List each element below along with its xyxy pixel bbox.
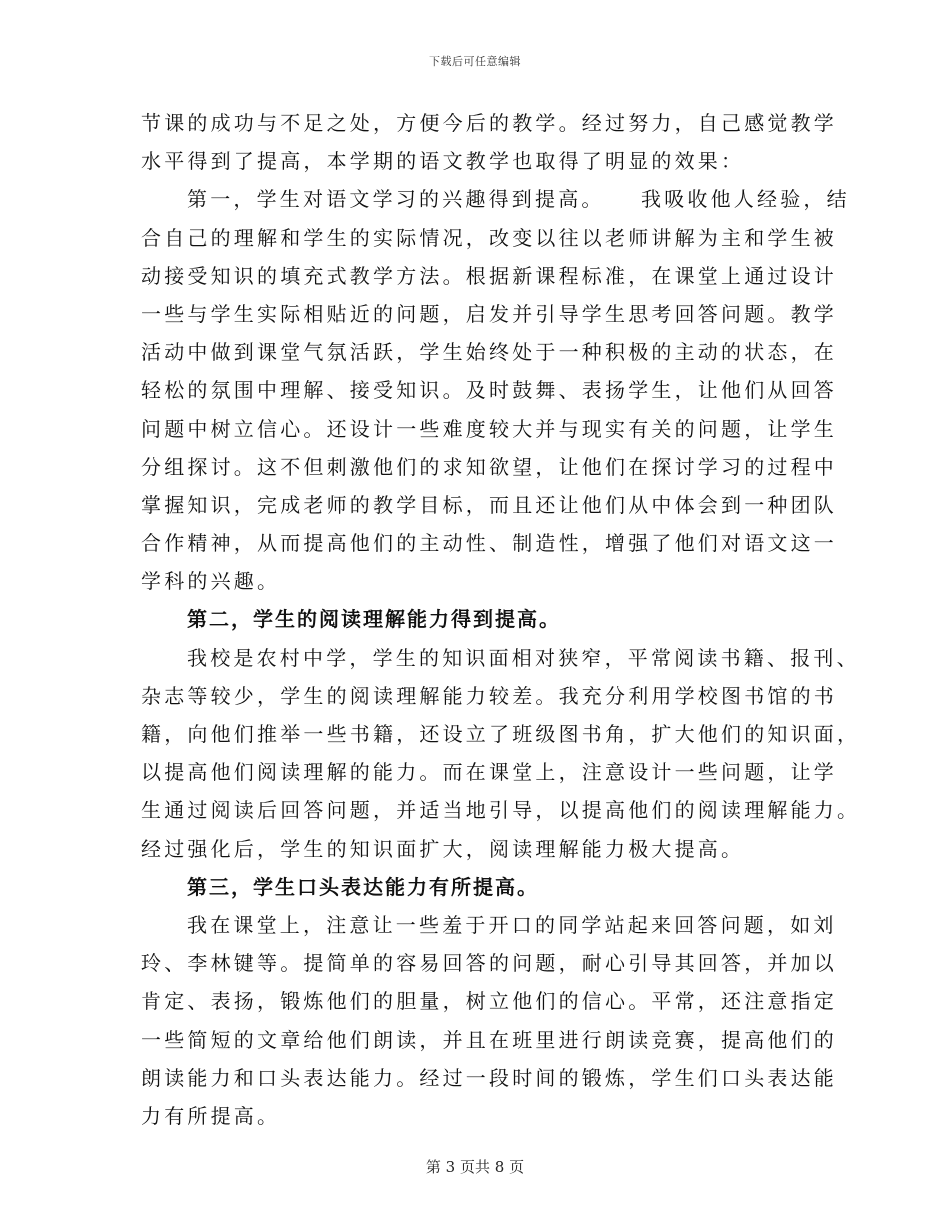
text-line: 朗读能力和口头表达能力。经过一段时间的锻炼，学生们口头表达能 bbox=[141, 1065, 837, 1090]
text-line: 我校是农村中学，学生的知识面相对狭窄，平常阅读书籍、报刊、 bbox=[187, 645, 860, 670]
paragraph-first-point bbox=[141, 180, 850, 600]
text-line: 肯定、表扬，锻炼他们的胆量，树立他们的信心。平常，还注意指定 bbox=[141, 989, 837, 1014]
text-line: 合作精神，从而提高他们的主动性、制造性，增强了他们对语文这一 bbox=[141, 531, 837, 556]
document-body bbox=[141, 104, 861, 1135]
text-line: 力有所提高。 bbox=[141, 1103, 281, 1128]
text-line: 经过强化后，学生的知识面扩大，阅读理解能力极大提高。 bbox=[141, 836, 745, 861]
section-heading-speaking: 第三，学生口头表达能力有所提高。 bbox=[187, 874, 539, 899]
text-line: 掌握知识，完成老师的教学目标，而且还让他们从中体会到一种团队 bbox=[141, 492, 837, 517]
text-line: 生通过阅读后回答问题，并适当地引导，以提高他们的阅读理解能力。 bbox=[141, 798, 861, 823]
text-line: 籍，向他们推举一些书籍，还设立了班级图书角，扩大他们的知识面， bbox=[141, 722, 861, 746]
text-line: 节课的成功与不足之处，方便今后的教学。经过努力，自己感觉教学 bbox=[141, 111, 837, 135]
text-line: 第一，学生对语文学习的兴趣得到提高。 我吸收他人经验，结 bbox=[187, 187, 850, 212]
text-line: 合自己的理解和学生的实际情况，改变以往以老师讲解为主和学生被 bbox=[141, 225, 837, 250]
text-line: 水平得到了提高，本学期的语文教学也取得了明显的效果： bbox=[141, 149, 745, 174]
text-line: 一些与学生实际相贴近的问题，启发并引导学生思考回答问题。教学 bbox=[141, 301, 837, 326]
paragraph-reading bbox=[141, 639, 861, 868]
page-number: 第 3 页共 8 页 bbox=[425, 1158, 525, 1176]
paragraph-continuation bbox=[141, 104, 837, 180]
text-line: 动接受知识的填充式教学方法。根据新课程标准，在课堂上通过设计 bbox=[141, 263, 837, 288]
text-line: 以提高他们阅读理解的能力。而在课堂上，注意设计一些问题，让学 bbox=[141, 760, 837, 785]
text-line: 玲、李林键等。提简单的容易回答的问题，耐心引导其回答，并加以 bbox=[141, 951, 837, 976]
text-line: 我在课堂上，注意让一些羞于开口的同学站起来回答问题，如刘 bbox=[187, 912, 837, 937]
text-line: 活动中做到课堂气氛活跃，学生始终处于一种积极的主动的状态，在 bbox=[141, 340, 837, 365]
text-line: 问题中树立信心。还设计一些难度较大并与现实有关的问题，让学生 bbox=[141, 416, 837, 441]
text-line: 杂志等较少，学生的阅读理解能力较差。我充分利用学校图书馆的书 bbox=[141, 683, 837, 708]
section-heading-reading: 第二，学生的阅读理解能力得到提高。 bbox=[187, 607, 561, 632]
paragraph-speaking bbox=[141, 906, 837, 1135]
text-line: 轻松的氛围中理解、接受知识。及时鼓舞、表扬学生，让他们从回答 bbox=[141, 378, 837, 403]
text-line: 分组探讨。这不但刺激他们的求知欲望，让他们在探讨学习的过程中 bbox=[141, 454, 837, 479]
text-line: 一些简短的文章给他们朗读，并且在班里进行朗读竞赛，提高他们的 bbox=[141, 1027, 837, 1052]
text-line: 学科的兴趣。 bbox=[141, 569, 281, 594]
page-header: 下载后可任意编辑 bbox=[429, 55, 521, 68]
